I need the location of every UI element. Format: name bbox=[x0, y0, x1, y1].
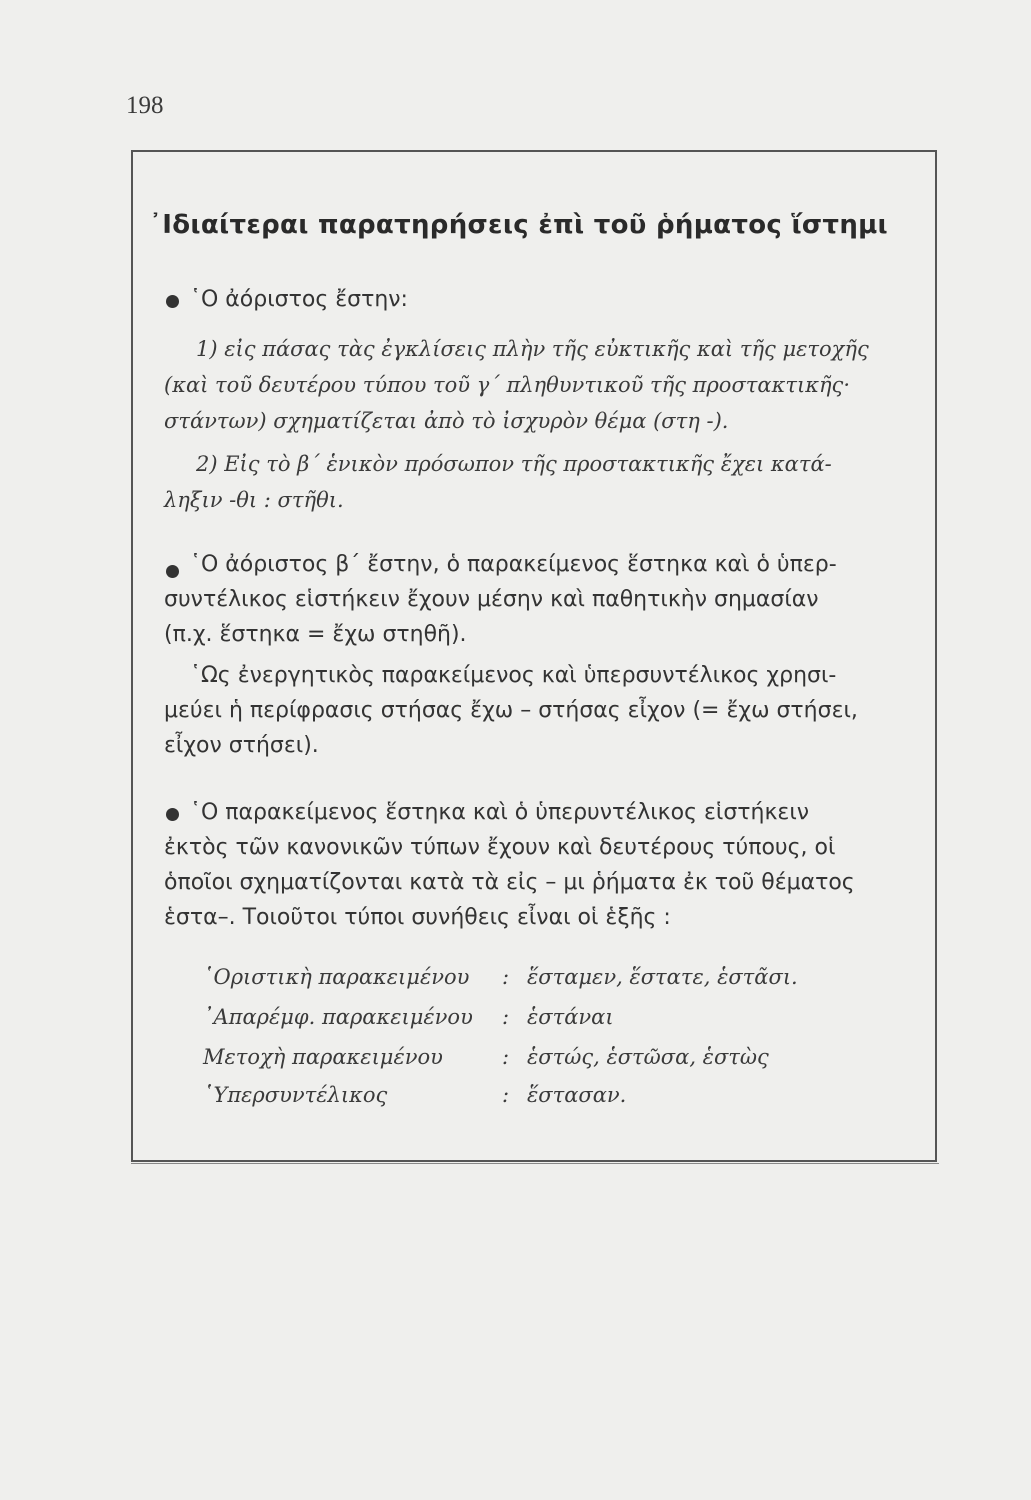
form-value: ἕστασαν. bbox=[527, 1083, 627, 1107]
form-colon: : bbox=[502, 1005, 510, 1029]
bullet-icon bbox=[166, 295, 179, 308]
section1-intro: ῾Ο ἀόριστος ἔστην: bbox=[190, 287, 408, 312]
form-value: ἕσταμεν, ἕστατε, ἑστᾶσι. bbox=[527, 965, 798, 989]
form-value: ἑστώς, ἑστῶσα, ἑστὼς bbox=[527, 1045, 769, 1069]
section2-line: (π.χ. ἕστηκα = ἔχω στηθῆ). bbox=[164, 622, 467, 647]
section3-line: ἑστα–. Τοιοῦτοι τύποι συνήθεις εἶναι οἱ ἑξῆς : bbox=[164, 905, 671, 930]
item1-line: στάντων) σχηματίζεται ἀπὸ τὸ ἰσχυρὸν θέμα (στη -). bbox=[164, 409, 729, 433]
form-colon: : bbox=[502, 1045, 510, 1069]
item2-line: ληξιν -θι : στῆθι. bbox=[164, 488, 344, 512]
form-colon: : bbox=[502, 965, 510, 989]
item1-line: (καὶ τοῦ δευτέρου τύπου τοῦ γ΄ πληθυντικοῦ τῆς προστακτικῆς· bbox=[164, 373, 850, 397]
section2-line: ῾Ο ἀόριστος β΄ ἔστην, ὁ παρακείμενος ἕστηκα καὶ ὁ ὑπερ- bbox=[190, 552, 837, 577]
form-colon: : bbox=[502, 1083, 510, 1107]
section2-para-line: ῾Ως ἐνεργητικὸς παρακείμενος καὶ ὑπερσυντέλικος χρησι- bbox=[190, 663, 837, 688]
item2-line: 2) Εἰς τὸ β΄ ἑνικὸν πρόσωπον τῆς προστακτικῆς ἔχει κατά- bbox=[196, 452, 832, 476]
form-label: ῾Οριστικὴ παρακειμένου bbox=[203, 965, 470, 989]
section3-line: ὁποῖοι σχηματίζονται κατὰ τὰ εἰς – μι ῥήματα ἐκ τοῦ θέματος bbox=[164, 870, 855, 895]
section3-line: ἐκτὸς τῶν κανονικῶν τύπων ἔχουν καὶ δευτέρους τύπους, οἱ bbox=[164, 835, 836, 860]
form-value: ἑστάναι bbox=[527, 1005, 614, 1029]
form-label: ᾽Απαρέμφ. παρακειμένου bbox=[203, 1005, 473, 1029]
bullet-icon bbox=[166, 565, 179, 578]
page-number: 198 bbox=[126, 92, 164, 119]
form-label: ῾Υπερσυντέλικος bbox=[203, 1083, 388, 1107]
form-label: Μετοχὴ παρακειμένου bbox=[203, 1045, 443, 1069]
section2-para-line: μεύει ἡ περίφρασις στήσας ἔχω – στήσας εἶχον (= ἔχω στήσει, bbox=[164, 698, 858, 723]
section-heading: ᾽Ιδιαίτεραι παρατηρήσεις ἐπὶ τοῦ ῥήματος ἵστημι bbox=[149, 210, 888, 240]
bullet-icon bbox=[166, 808, 179, 821]
item1-line: 1) εἰς πάσας τὰς ἐγκλίσεις πλὴν τῆς εὐκτικῆς καὶ τῆς μετοχῆς bbox=[196, 337, 869, 361]
section2-line: συντέλικος εἱστήκειν ἔχουν μέσην καὶ παθητικὴν σημασίαν bbox=[164, 587, 819, 612]
section3-line: ῾Ο παρακείμενος ἕστηκα καὶ ὁ ὑπερυντέλικος εἱστήκειν bbox=[190, 800, 810, 825]
box-bottom-rule bbox=[131, 1163, 939, 1164]
section2-para-line: εἶχον στήσει). bbox=[164, 733, 319, 758]
